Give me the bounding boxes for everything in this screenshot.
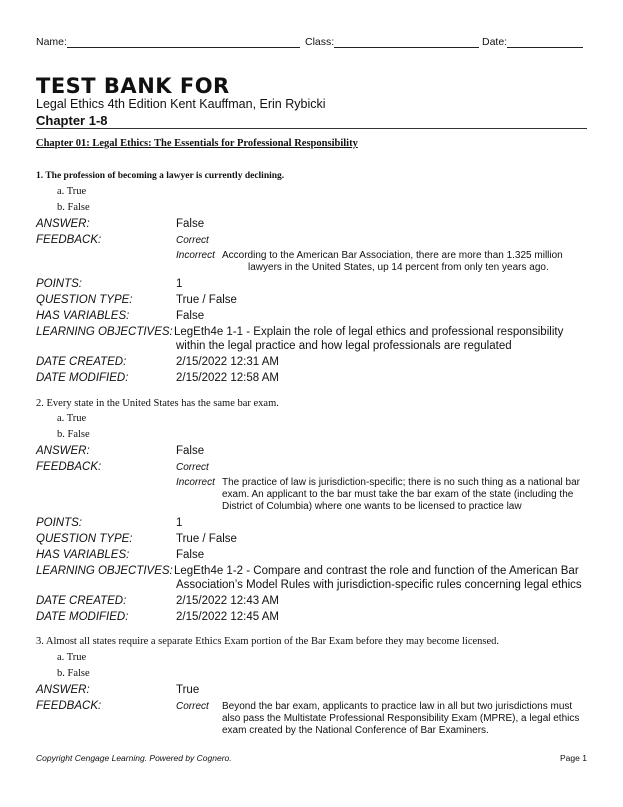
question-1-text: 1. The profession of becoming a lawyer is currently declining.	[36, 171, 285, 181]
q1-objectives-line-2: within the legal practice and how legal professionals are regulated	[176, 340, 512, 352]
q1-feedback-label: FEEDBACK:	[36, 234, 102, 246]
q3-feedback-line-3: exam created by the National Conference of Bar Examiners.	[222, 725, 489, 736]
q2-has-variables-value: False	[176, 549, 205, 561]
question-2-option-a: a. True	[57, 413, 87, 424]
q1-date-modified-value: 2/15/2022 12:58 AM	[176, 372, 279, 384]
q1-question-type-label: QUESTION TYPE:	[36, 294, 133, 306]
q2-objectives-label: LEARNING OBJECTIVES:	[36, 565, 173, 577]
q3-feedback-correct-tag: Correct	[176, 701, 209, 712]
name-blank-line	[67, 36, 300, 48]
q2-points-value: 1	[176, 517, 183, 529]
q1-question-type-value: True / False	[176, 294, 237, 306]
q1-feedback-incorrect-tag: Incorrect	[176, 250, 215, 261]
question-1-option-b: b. False	[57, 202, 90, 213]
footer-page-number: Page 1	[560, 753, 587, 763]
q2-feedback-correct-tag: Correct	[176, 462, 209, 473]
q2-question-type-label: QUESTION TYPE:	[36, 533, 133, 545]
date-label: Date:	[482, 36, 508, 48]
book-subtitle: Legal Ethics 4th Edition Kent Kauffman, Erin Rybicki	[36, 97, 326, 111]
q2-feedback-line-2: exam. An applicant to the bar must take the bar exam of the state (including the	[222, 489, 574, 500]
chapter-range: Chapter 1-8	[36, 113, 108, 128]
q1-feedback-incorrect-text	[222, 250, 582, 274]
q2-date-created-value: 2/15/2022 12:43 AM	[176, 595, 279, 607]
q1-has-variables-label: HAS VARIABLES:	[36, 310, 130, 322]
q3-answer-value: True	[176, 684, 200, 696]
q1-date-created-label: DATE CREATED:	[36, 356, 127, 368]
q1-feedback-correct-tag: Correct	[176, 235, 209, 246]
q1-feedback-line-2: lawyers in the United States, up 14 percent from only ten years ago.	[248, 262, 549, 273]
q1-answer-value: False	[176, 218, 205, 230]
question-2-option-b: b. False	[57, 429, 90, 440]
name-label: Name:	[36, 36, 67, 48]
class-blank-line	[334, 36, 479, 48]
q1-points-value: 1	[176, 278, 183, 290]
q3-answer-label: ANSWER:	[36, 684, 90, 696]
test-bank-title: TEST BANK FOR	[36, 74, 230, 98]
q2-date-modified-label: DATE MODIFIED:	[36, 611, 129, 623]
chapter-title: Chapter 01: Legal Ethics: The Essentials for Professional Responsibility	[36, 138, 358, 149]
q2-feedback-line-1: The practice of law is jurisdiction-specific; there is no such thing as a national bar	[222, 477, 580, 488]
name-field	[36, 36, 300, 48]
q3-feedback-label: FEEDBACK:	[36, 700, 102, 712]
date-field	[482, 36, 583, 48]
q2-feedback-label: FEEDBACK:	[36, 461, 102, 473]
q1-feedback-line-1: According to the American Bar Association, there are more than 1.325 million	[222, 250, 563, 261]
q2-date-modified-value: 2/15/2022 12:45 AM	[176, 611, 279, 623]
q1-has-variables-value: False	[176, 310, 205, 322]
q2-has-variables-label: HAS VARIABLES:	[36, 549, 130, 561]
question-3-text: 3. Almost all states require a separate Ethics Exam portion of the Bar Exam before they may become licensed.	[36, 636, 500, 647]
q1-objectives-label: LEARNING OBJECTIVES:	[36, 326, 173, 338]
q2-feedback-incorrect-tag: Incorrect	[176, 477, 215, 488]
q3-feedback-line-1: Beyond the bar exam, applicants to practice law in all but two jurisdictions must	[222, 701, 573, 712]
question-1-option-a: a. True	[57, 186, 87, 197]
q3-feedback-correct-text	[222, 701, 592, 737]
q1-date-modified-label: DATE MODIFIED:	[36, 372, 129, 384]
q1-objectives-line-1: LegEth4e 1-1 - Explain the role of legal ethics and professional responsibility	[174, 326, 564, 338]
q2-objectives-line-2: Association’s Model Rules with jurisdiction-specific rules concerning legal ethics	[176, 579, 582, 591]
q1-answer-label: ANSWER:	[36, 218, 90, 230]
q2-feedback-incorrect-text	[222, 477, 582, 513]
q3-feedback-line-2: also pass the Multistate Professional Responsibility Exam (MPRE), a legal ethics	[222, 713, 580, 724]
q2-date-created-label: DATE CREATED:	[36, 595, 127, 607]
title-divider	[36, 128, 587, 129]
question-3-option-a: a. True	[57, 652, 87, 663]
q2-question-type-value: True / False	[176, 533, 237, 545]
class-field	[305, 36, 479, 48]
footer-copyright: Copyright Cengage Learning. Powered by Cognero.	[36, 753, 232, 763]
question-3-option-b: b. False	[57, 668, 90, 679]
q2-objectives-line-1: LegEth4e 1-2 - Compare and contrast the role and function of the American Bar	[174, 565, 579, 577]
q1-points-label: POINTS:	[36, 278, 83, 290]
q1-date-created-value: 2/15/2022 12:31 AM	[176, 356, 279, 368]
question-2-text: 2. Every state in the United States has the same bar exam.	[36, 398, 279, 409]
q2-answer-value: False	[176, 445, 205, 457]
q2-feedback-line-3: District of Columbia) where one wants to be licensed to practice law	[222, 501, 522, 512]
class-label: Class:	[305, 36, 335, 48]
q2-points-label: POINTS:	[36, 517, 83, 529]
date-blank-line	[507, 36, 583, 48]
q2-answer-label: ANSWER:	[36, 445, 90, 457]
